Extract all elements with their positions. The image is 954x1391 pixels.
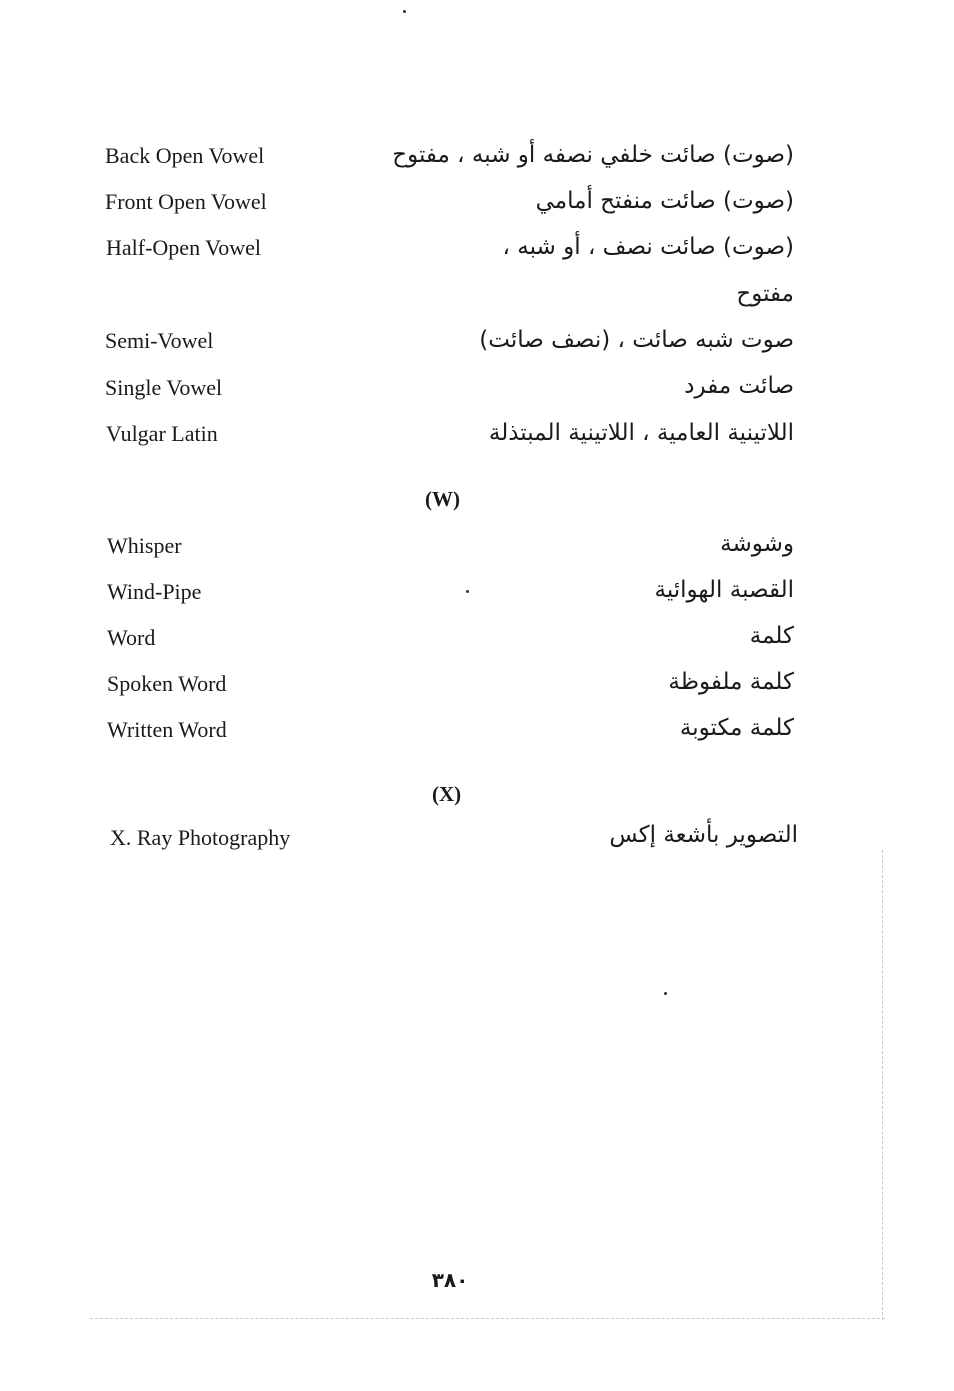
scan-speck (664, 992, 667, 995)
entry-arabic: (صوت) صائت منفتح أمامي (535, 188, 794, 214)
entry-english: Back Open Vowel (105, 143, 265, 168)
entry-english: Spoken Word (107, 671, 227, 696)
entry-english: Semi-Vowel (105, 328, 214, 353)
entry-arabic: القصبة الهوائية (654, 577, 794, 603)
entry-english: Single Vowel (105, 375, 223, 400)
entry-arabic: كلمة (749, 623, 794, 649)
scan-edge-line (882, 850, 883, 1320)
entry-english: Half-Open Vowel (106, 235, 261, 260)
scan-edge-line (90, 1318, 885, 1319)
entry-arabic: التصوير بأشعة إكس (609, 822, 798, 848)
entry-arabic: كلمة مكتوبة (679, 715, 794, 741)
entry-english: Wind-Pipe (107, 579, 202, 604)
entry-english: Front Open Vowel (105, 189, 267, 214)
entry-english: Written Word (107, 717, 227, 742)
entry-english: Vulgar Latin (106, 421, 218, 446)
entry-arabic: (صوت) صائت خلفي نصفه أو شبه ، مفتوح (392, 142, 794, 168)
scan-speck (403, 10, 406, 13)
entry-arabic: (صوت) صائت نصف ، أو شبه ، (502, 234, 794, 260)
entry-arabic-continuation: مفتوح (736, 281, 794, 307)
entry-english: X. Ray Photography (110, 825, 291, 850)
section-heading-x: (X) (432, 782, 462, 806)
entry-arabic: وشوشة (720, 531, 794, 557)
entry-arabic: صوت شبه صائت ، (نصف صائت) (479, 327, 794, 353)
page-number: ٣٨٠ (431, 1268, 469, 1292)
entry-arabic: اللاتينية العامية ، اللاتينية المبتذلة (488, 420, 794, 446)
entry-english: Whisper (107, 533, 182, 558)
entry-arabic: صائت مفرد (684, 373, 794, 399)
section-heading-w: (W) (425, 487, 460, 511)
entry-arabic: كلمة ملفوظة (668, 669, 794, 695)
entry-english: Word (107, 625, 156, 650)
scan-speck (466, 590, 469, 593)
